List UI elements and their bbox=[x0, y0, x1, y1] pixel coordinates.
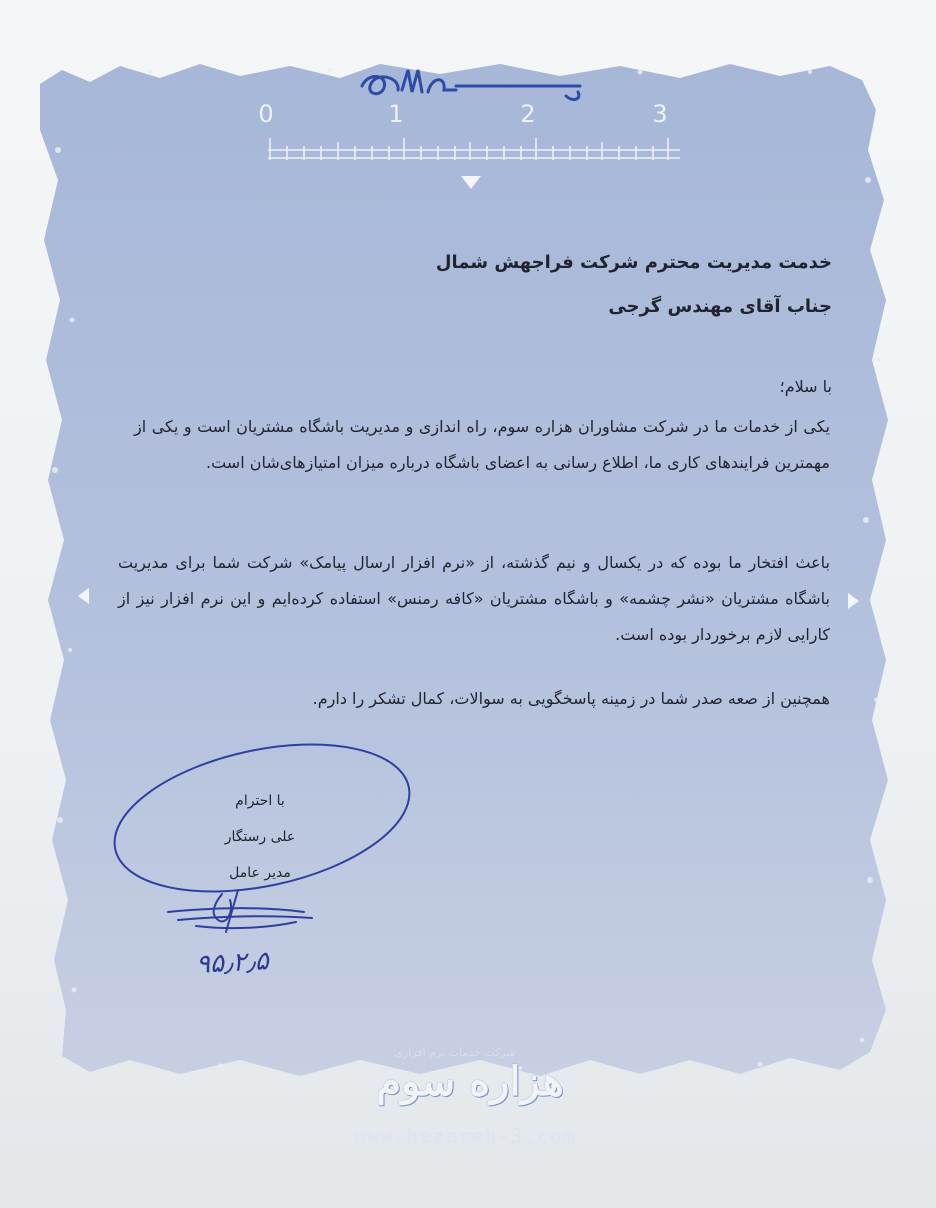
footer-logo: هزاره سوم bbox=[376, 1058, 564, 1105]
footer-website: www.hezareh-3.com bbox=[354, 1124, 576, 1148]
ruler-number-3: 3 bbox=[652, 100, 668, 128]
ruler-number-0: 0 bbox=[258, 100, 274, 128]
body-paragraph-1: یکی از خدمات ما در شرکت مشاوران هزاره سوم، راه اندازی و مدیریت باشگاه مشتریان است و یکی از مهمترین فرایندهای کاری ما، اطلاع رسانی به اعضای باشگاه درباره میزان امتیازهای‌شان است. bbox=[134, 417, 830, 472]
signature-oval bbox=[101, 720, 423, 915]
ruler-number-1: 1 bbox=[388, 100, 404, 128]
signer-name: علی رستگار bbox=[224, 829, 296, 845]
body-paragraph-2: باعث افتخار ما بوده که در یکسال و نیم گذشته، از «نرم افزار ارسال پیامک» شرکت شما برای مدیریت باشگاه مشتریان «نشر چشمه» و باشگاه مشتریان «کافه رمنس» استفاده کرده‌ایم و این نرم افزار نیز از کارایی لازم برخوردار بوده است. bbox=[118, 553, 830, 644]
signer-title: مدیر عامل bbox=[229, 865, 291, 881]
ruler-number-2: 2 bbox=[520, 100, 536, 128]
greeting: با سلام؛ bbox=[779, 377, 832, 396]
recipient-person: جناب آقای مهندس گرجی bbox=[608, 296, 832, 317]
body-paragraph-3: همچنین از صعه صدر شما در زمینه پاسخگویی به سوالات، کمال تشکر را دارم. bbox=[312, 689, 830, 708]
closing-salutation: با احترام bbox=[235, 793, 285, 809]
signature-scribble bbox=[168, 890, 312, 932]
recipient-company: خدمت مدیریت محترم شرکت فراجهش شمال bbox=[435, 252, 832, 273]
handwritten-date: ۹۵٫۲٫۵ bbox=[195, 946, 270, 980]
footer-logo-subtitle: شرکت خدمات نرم افزاری bbox=[394, 1046, 516, 1059]
